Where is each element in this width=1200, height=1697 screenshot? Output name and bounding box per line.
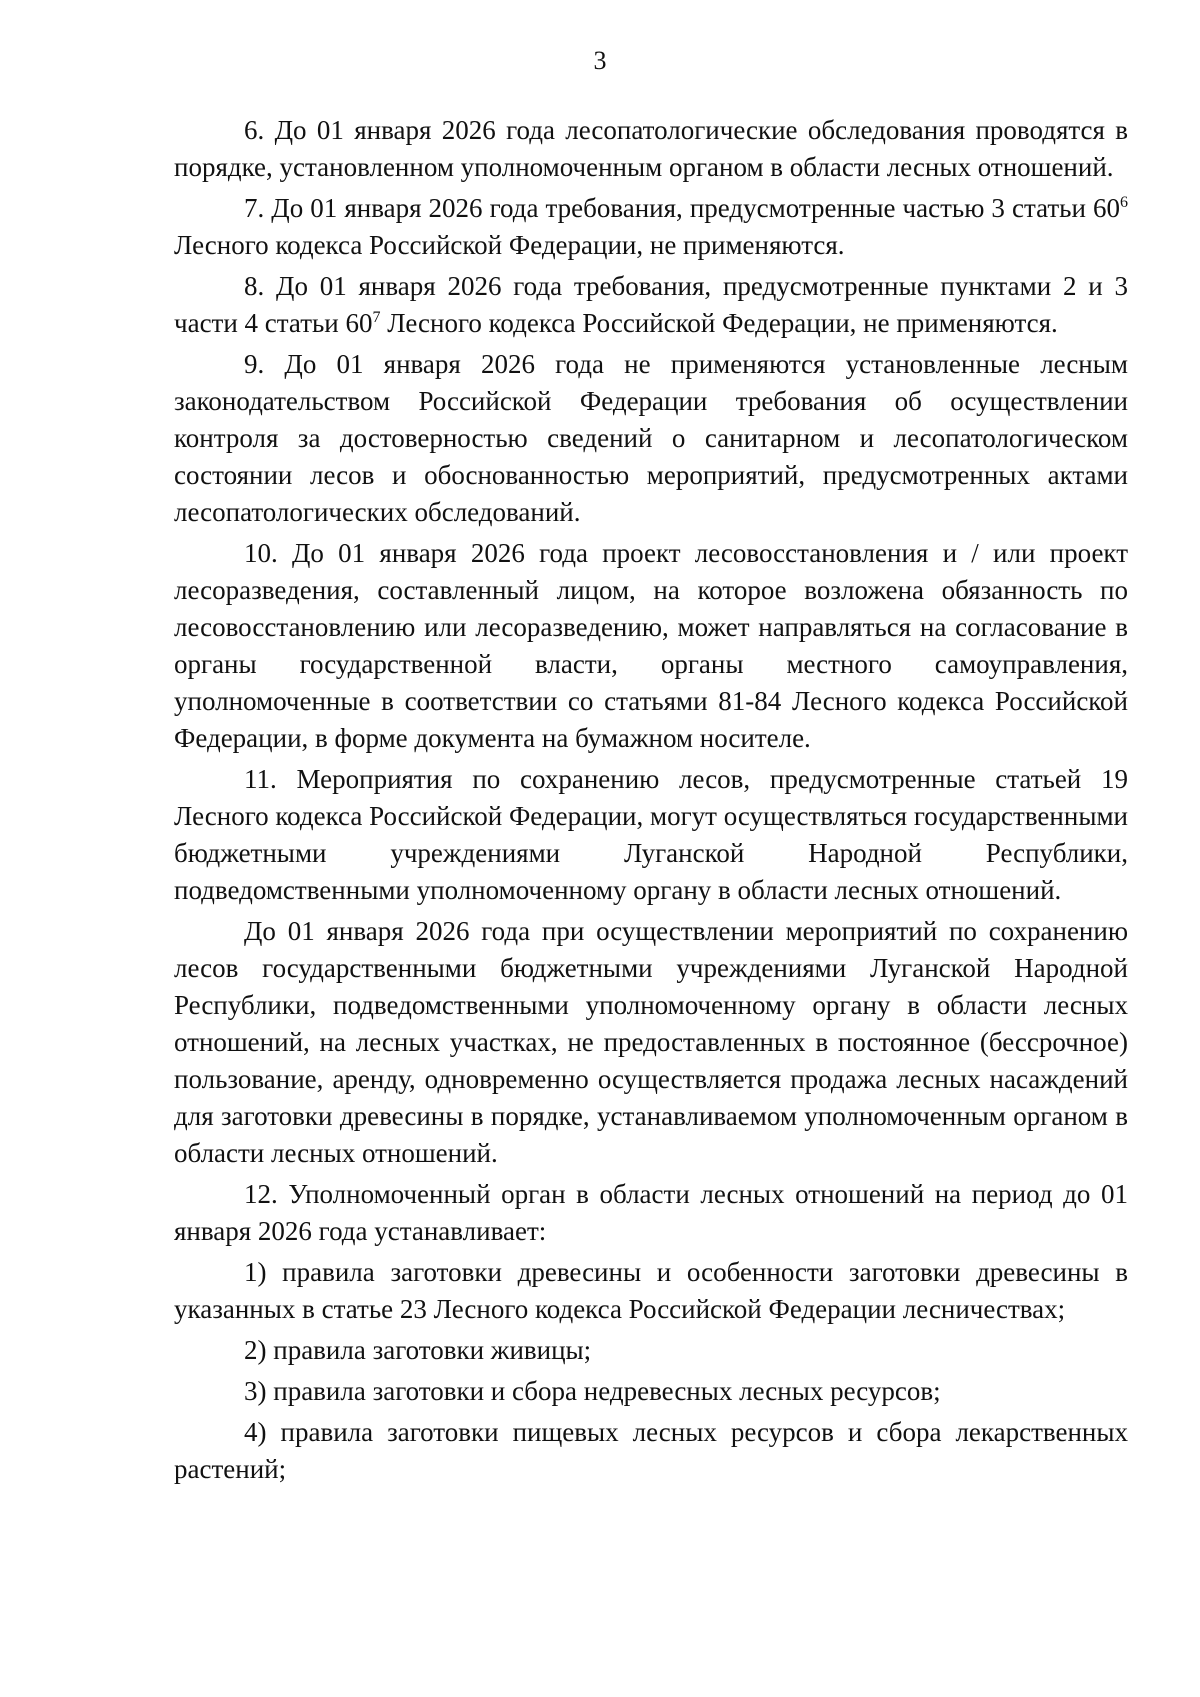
paragraph-8-text-after: Лесного кодекса Российской Федерации, не применяются. (380, 308, 1058, 338)
paragraph-8-superscript: 7 (372, 309, 381, 326)
paragraph-7-text-before: 7. До 01 января 2026 года требования, предусмотренные частью 3 статьи 60 (244, 193, 1120, 223)
paragraph-12: 12. Уполномоченный орган в области лесных отношений на период до 01 января 2026 года устанавливает: (174, 1179, 1128, 1246)
list-item-12-2: 2) правила заготовки живицы; (244, 1335, 592, 1365)
list-item-12-1: 1) правила заготовки древесины и особенности заготовки древесины в указанных в статье 23 Лесного кодекса Российской Федерации лесничествах; (174, 1257, 1128, 1324)
page-number: 3 (593, 46, 607, 75)
paragraph-7 (174, 190, 1128, 264)
paragraph-8-text-before: 8. До 01 января 2026 года требования, предусмотренные пунктами 2 и 3 части 4 статьи 60 (174, 271, 1128, 338)
paragraph-6: 6. До 01 января 2026 года лесопатологические обследования проводятся в порядке, установленном уполномоченным органом в области лесных отношений. (174, 115, 1128, 182)
list-item-12-4: 4) правила заготовки пищевых лесных ресурсов и сбора лекарственных растений; (174, 1417, 1128, 1484)
list-item-12-3: 3) правила заготовки и сбора недревесных лесных ресурсов; (244, 1376, 941, 1406)
paragraph-10: 10. До 01 января 2026 года проект лесовосстановления и / или проект лесоразведения, составленный лицом, на которое возложена обязанность по лесовосстановлению или лесоразведению, может направляться на согласование в органы государственной власти, органы местного самоуправления, уполномоченные в соответствии со статьями 81-84 Лесного кодекса Российской Федерации, в форме документа на бумажном носителе. (174, 538, 1128, 753)
paragraph-7-superscript: 6 (1120, 194, 1128, 211)
paragraph-7-text-after: Лесного кодекса Российской Федерации, не применяются. (174, 230, 845, 260)
paragraph-9: 9. До 01 января 2026 года не применяются установленные лесным законодательством Российской Федерации требования об осуществлении контроля за достоверностью сведений о санитарном и лесопатологическом состоянии лесов и обоснованностью мероприятий, предусмотренных актами лесопатологических обследований. (174, 349, 1128, 527)
paragraph-11: 11. Мероприятия по сохранению лесов, предусмотренные статьей 19 Лесного кодекса Российской Федерации, могут осуществляться государственными бюджетными учреждениями Луганской Народной Республики, подведомственными уполномоченному органу в области лесных отношений. (174, 764, 1128, 905)
paragraph-8 (174, 268, 1128, 342)
paragraph-11-continuation: До 01 января 2026 года при осуществлении мероприятий по сохранению лесов государственными бюджетными учреждениями Луганской Народной Республики, подведомственными уполномоченному органу в области лесных отношений, на лесных участках, не предоставленных в постоянное (бессрочное) пользование, аренду, одновременно осуществляется продажа лесных насаждений для заготовки древесины в порядке, устанавливаемом уполномоченным органом в области лесных отношений. (174, 916, 1128, 1168)
document-body (174, 112, 1128, 1488)
